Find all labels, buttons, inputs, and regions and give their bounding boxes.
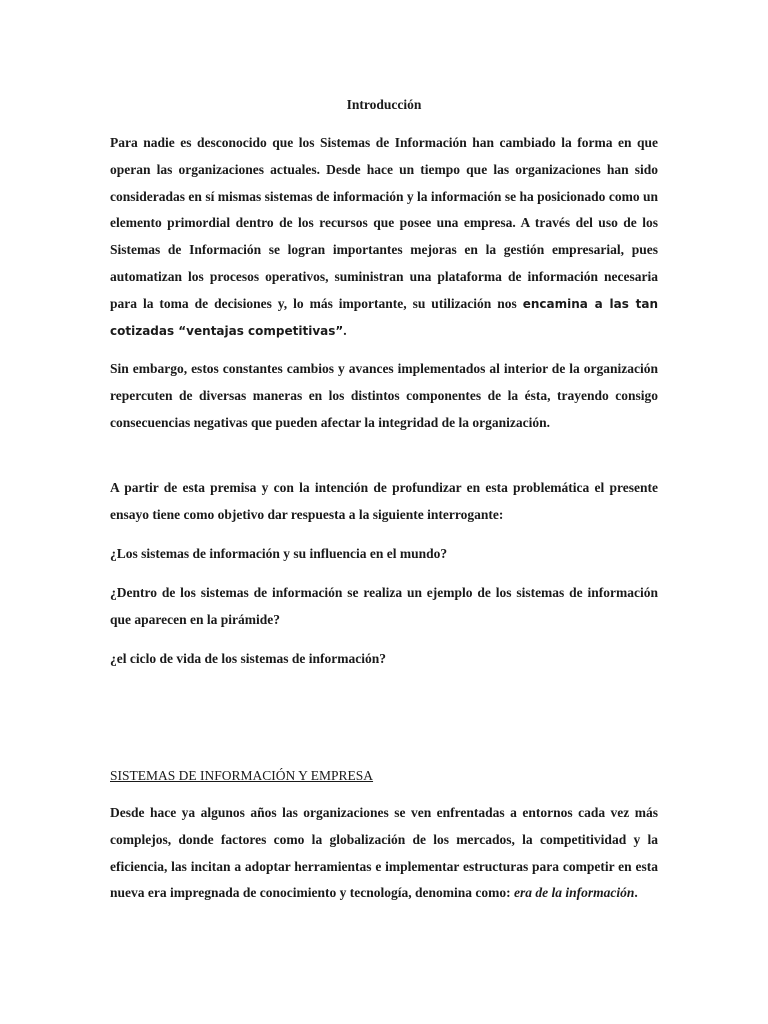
page-title: Introducción (346, 97, 422, 112)
intro-paragraph-1-text: Para nadie es desconocido que los Sistemas de Información han cambiado la forma en que operan las organizaciones actuales. Desde hace un tiempo que las organizaciones han sido consideradas en sí mismas sistemas de información y la información se ha posicionado como un elemento primordial dentro de los recursos que posee una empresa. A través del uso de los Sistemas de Información se logran importantes mejoras en la gestión empresarial, pues automatizan los procesos operativos, suministran una plataforma de información necesaria para la toma de decisiones y, lo más importante, su utilización nos (110, 135, 658, 311)
intro-paragraph-1 (110, 130, 658, 344)
section-paragraph-1 (110, 800, 658, 907)
research-question-2: ¿Dentro de los sistemas de información se realiza un ejemplo de los sistemas de información que aparecen en la pirámide? (110, 585, 658, 627)
research-question-3: ¿el ciclo de vida de los sistemas de información? (110, 651, 386, 666)
intro-paragraph-1-end: . (343, 322, 347, 338)
section-paragraph-1-text: Desde hace ya algunos años las organizaciones se ven enfrentadas a entornos cada vez más complejos, donde factores como la globalización de los mercados, la competitividad y la eficiencia, las incitan a adoptar herramientas e implementar estructuras para competir en esta nueva era impregnada de conocimiento y tecnología, denomina como: (110, 805, 658, 901)
document-page (110, 0, 658, 1024)
section-heading: SISTEMAS DE INFORMACIÓN Y EMPRESA (110, 768, 374, 783)
intro-paragraph-2: Sin embargo, estos constantes cambios y avances implementados al interior de la organización repercuten de diversas maneras en los distintos componentes de la ésta, trayendo consigo consecuencias negativas que pueden afectar la integridad de la organización. (110, 361, 658, 430)
intro-paragraph-3: A partir de esta premisa y con la intención de profundizar en esta problemática el presente ensayo tiene como objetivo dar respuesta a la siguiente interrogante: (110, 480, 658, 522)
research-question-1: ¿Los sistemas de información y su influencia en el mundo? (110, 546, 448, 561)
section-paragraph-1-italic: era de la información (513, 885, 635, 901)
intro-paragraph-1-tail: encamina a las tan cotizadas “ventajas competitivas” (110, 296, 659, 338)
section-paragraph-1-end: . (634, 885, 638, 901)
